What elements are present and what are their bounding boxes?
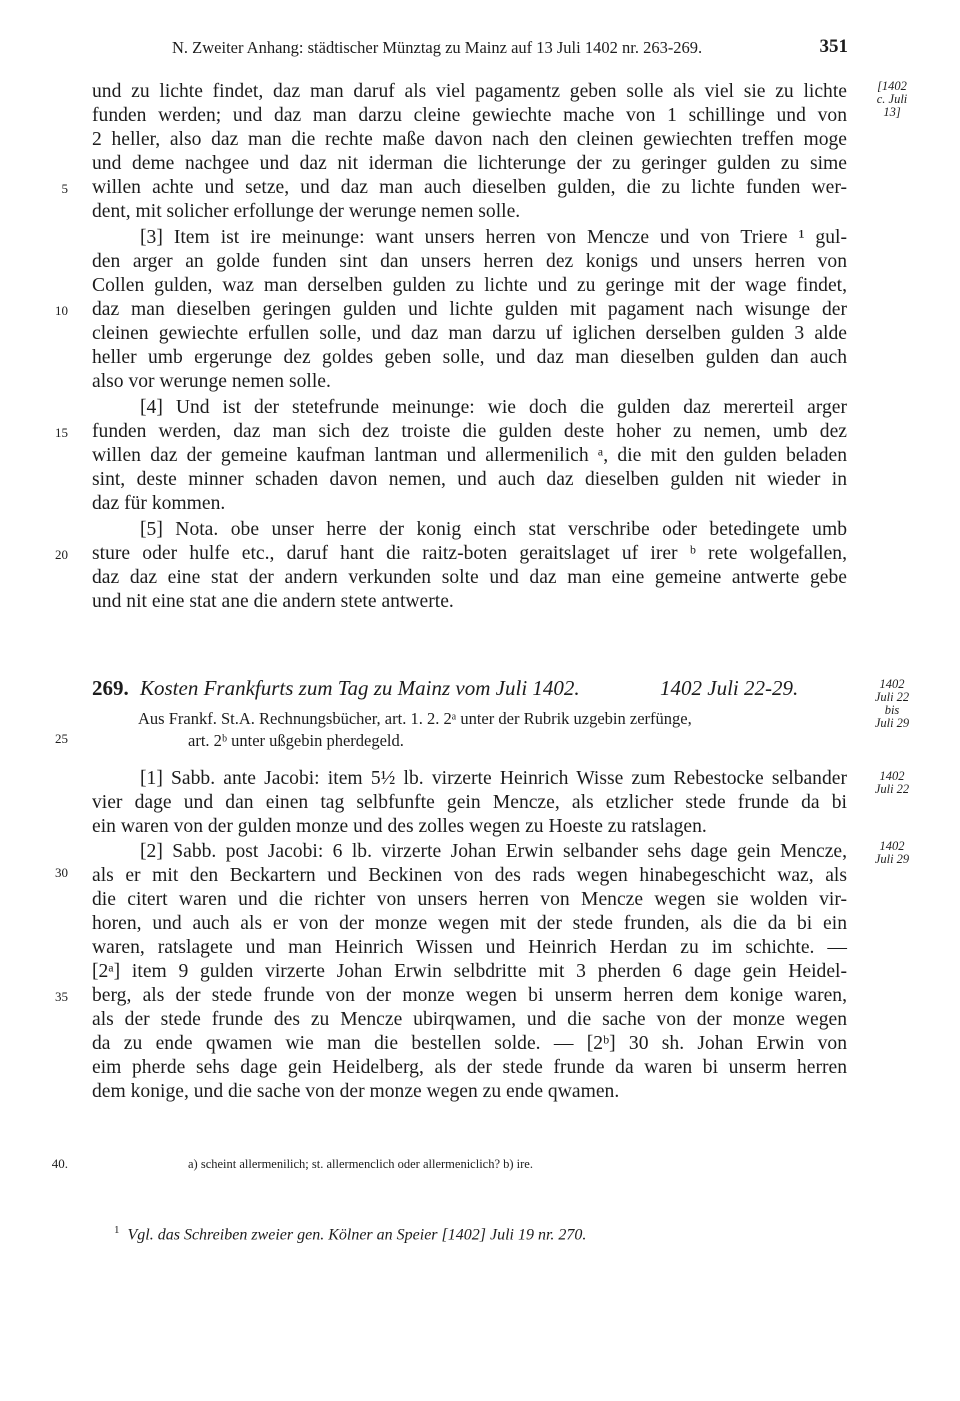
text-line: [4] Und ist der stetefrunde meinunge: wie doch die gulden daz mererteil arger — [140, 397, 847, 418]
text-line: da zu ende qwamen wie man die bestellen solde. — [2ᵇ] 30 sh. Johan Erwin von — [92, 1033, 847, 1054]
page-number: 351 — [819, 36, 848, 57]
running-header — [172, 38, 848, 58]
text-line: daz man dieselben geringen gulden und lichte gulden mit pagament nach wisunge der — [92, 299, 847, 320]
line-number: 10 — [55, 303, 68, 318]
line-number: 15 — [55, 425, 68, 440]
margin-date-note: [1402 c. Juli 13] — [876, 79, 908, 119]
text-line: horen, und auch als er von der monze wegen mit der stede frunden, als die da bi ein — [92, 913, 847, 934]
section-date: 1402 Juli 22-29. — [660, 676, 799, 700]
text-line: [2ᵃ] item 9 gulden virzerte Johan Erwin selbdritte mit 3 pherden 6 dage gein Heidel- — [92, 961, 847, 982]
text-line: heller umb ergerunge dez goldes geben solle, und daz man dieselben gulden dan auch — [92, 347, 847, 368]
text-line: willen achte und setze, und daz man auch dieselben gulden, die zu lichte funden wer- — [92, 177, 847, 198]
margin-date-note: 1402 Juli 22 — [874, 769, 910, 796]
text-line: dent, mit solicher erfollunge der werunge nemen solle. — [92, 201, 521, 222]
line-number: 5 — [61, 181, 68, 196]
text-line: daz für kommen. — [92, 493, 226, 514]
text-line: also vor werunge nemen solle. — [92, 371, 331, 392]
margin-date-note: 1402 Juli 29 — [874, 839, 910, 866]
footnote-1 — [114, 1224, 586, 1244]
source-line: art. 2ᵇ unter ußgebin pherdegeld. — [188, 731, 404, 750]
text-line: dem konige, und die sache von der monze wegen zu ende qwamen. — [92, 1081, 620, 1102]
text-line: eim pherde sehs dage gein Heidelberg, als der stede frunde da waren bi unserm herren — [92, 1057, 847, 1078]
text-line: als der stede frunde des zu Mencze ubirqwamen, und die sache von der monze wegen — [92, 1009, 847, 1030]
text-line: und zu lichte findet, daz man daruf als viel pagamentz geben solle als viel sie zu lichte — [92, 81, 847, 102]
line-number: 35 — [55, 989, 68, 1004]
line-number: 20 — [55, 547, 68, 562]
text-line: als er mit den Beckartern und Beckinen von des rads wegen hinabegeschicht waz, als — [92, 865, 847, 886]
text-line: berg, als der stede frunde von der monze wegen bi unserm herren dem konige waren, — [92, 985, 847, 1006]
text-line: 2 heller, also daz man die rechte maße davon nach den cleinen gewiechten treffen moge — [92, 129, 847, 150]
text-line: funden werden; und daz man darzu cleine gewiechte mache von 1 schillinge und von — [92, 105, 847, 126]
text-line: [1] Sabb. ante Jacobi: item 5½ lb. virzerte Heinrich Wisse zum Rebestocke selbander — [140, 768, 847, 789]
section-heading — [92, 676, 832, 701]
text-line: vier dage und dan einen tag selbfunfte gein Mencze, als etzlicher stede frunde da bi — [92, 792, 847, 813]
margin-date-note: 1402 Juli 22 bis Juli 29 — [874, 677, 910, 730]
header-title: N. Zweiter Anhang: städtischer Münztag zu Mainz auf 13 Juli 1402 nr. 263-269. — [172, 38, 703, 57]
text-line: [5] Nota. obe unser herre der konig einch stat verschribe oder betedingete umb — [140, 519, 847, 540]
line-number: 25 — [55, 731, 68, 746]
apparatus-footnotes: a) scheint allermenilich; st. allermenclich oder allermeniclich? b) ire. — [188, 1157, 533, 1171]
section-title: Kosten Frankfurts zum Tag zu Mainz vom Juli 1402. — [140, 676, 580, 700]
text-line: den arger an golde funden sint dan unsers herren dez konigs und unsers herren von — [92, 251, 847, 272]
text-line: die citert waren und die richter von unsers herren von Mencze wegen sie wolden vir- — [92, 889, 847, 910]
text-line: Collen gulden, waz man derselben gulden zu lichte und zu geringe mit der wage findet, — [92, 275, 847, 296]
footnote-text: Vgl. das Schreiben zweier gen. Kölner an Speier [1402] Juli 19 nr. 270. — [127, 1226, 587, 1244]
text-line: sture oder hulfe etc., daruf hant die raitz-boten geraitslaget uf irer ᵇ rete wolgefallen, — [92, 543, 847, 564]
line-number: 40. — [51, 1156, 68, 1171]
text-line: daz daz eine stat der andern verkunden solte und daz man eine gemeine antwerte gebe — [92, 567, 847, 588]
text-line: und deme nachgee und daz nit iderman die lichterunge der zu geringer gulden zu sime — [92, 153, 847, 174]
text-line: funden werden, daz man sich dez troiste die gulden deste hoher zu nemen, umb dez — [92, 421, 847, 442]
text-line: sint, deste minner schaden davon nemen, und auch daz dieselben gulden nit wieder in — [92, 469, 847, 490]
source-line: Aus Frankf. St.A. Rechnungsbücher, art. 1. 2. 2ᵃ unter der Rubrik uzgebin zerfünge, — [138, 709, 692, 728]
text-line: ein waren von der gulden monze und des zolles wegen zu Hoeste zu ratslagen. — [92, 816, 707, 837]
text-line: cleinen gewiechte erfullen solle, und daz man darzu uf iglichen derselben gulden 3 alde — [92, 323, 847, 344]
footnote-mark: 1 — [114, 1224, 120, 1236]
text-line: und nit eine stat ane die andern stete antwerte. — [92, 591, 454, 612]
text-line: [3] Item ist ire meinunge: want unsers herren von Mencze und von Triere ¹ gul- — [140, 227, 847, 248]
text-line: waren, ratslagete und man Heinrich Wissen und Heinrich Herdan zu im schichte. — — [92, 937, 847, 958]
text-line: willen daz der gemeine kaufman lantman und allermenilich ᵃ, die mit den gulden beladen — [92, 445, 847, 466]
section-number: 269. — [92, 676, 129, 700]
text-line: [2] Sabb. post Jacobi: 6 lb. virzerte Johan Erwin selbander sehs dage gein Mencze, — [140, 841, 847, 862]
line-number: 30 — [55, 865, 68, 880]
